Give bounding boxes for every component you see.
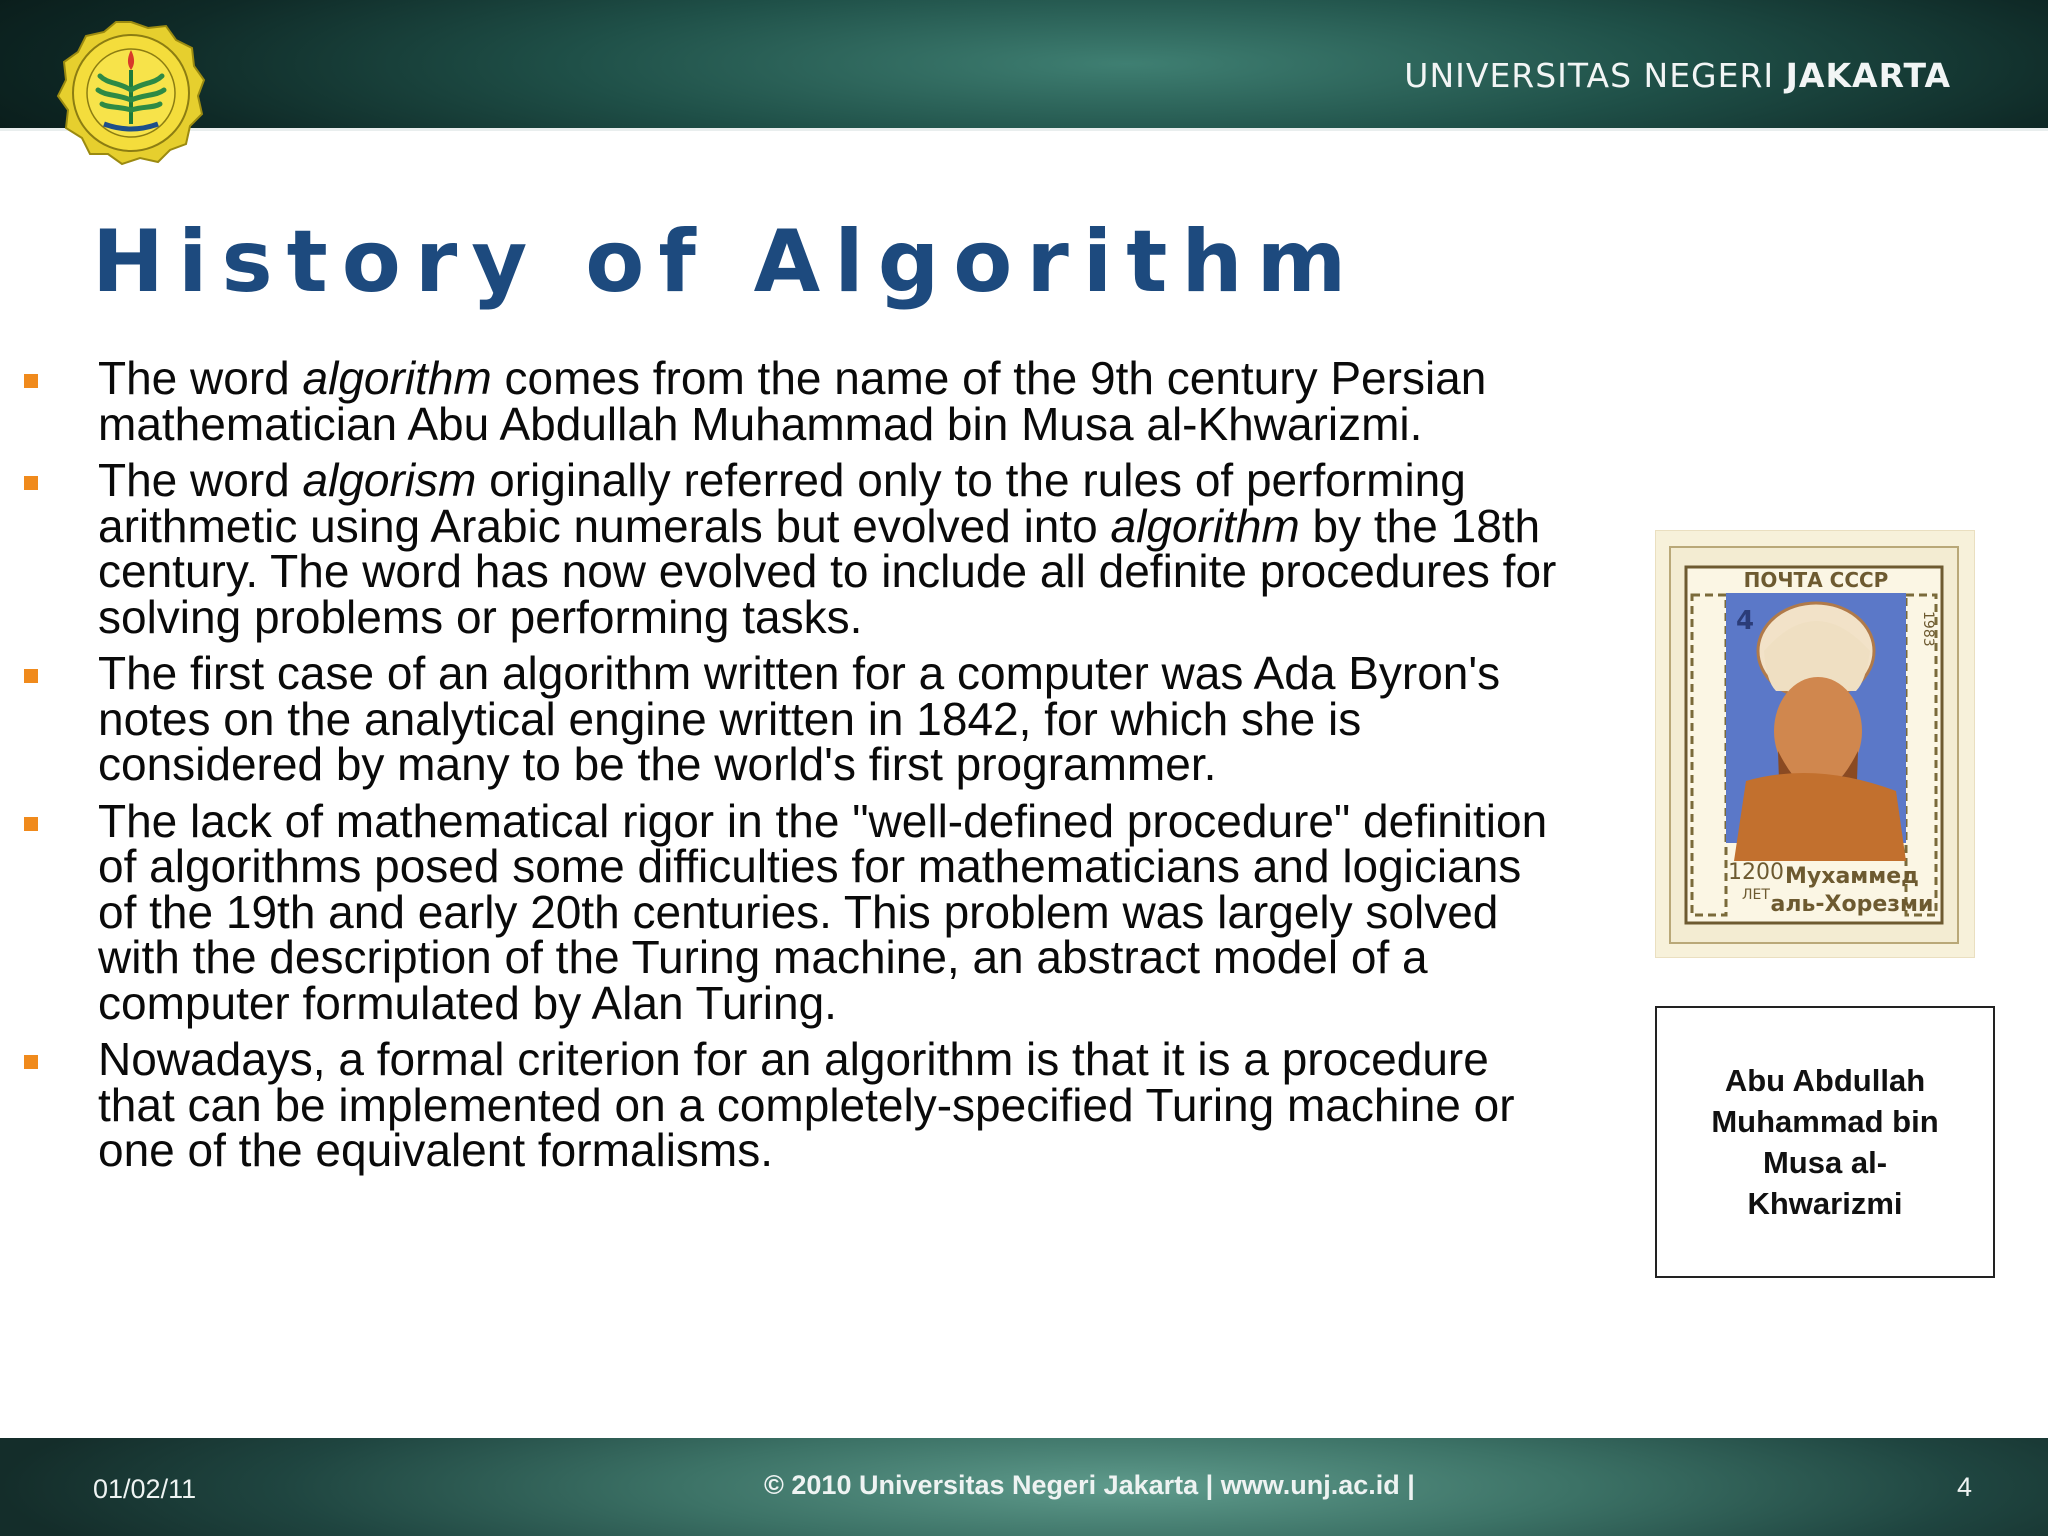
- bullet-list: [0, 352, 1560, 1185]
- footer-copyright: © 2010 Universitas Negeri Jakarta | www.unj.ac.id |: [764, 1470, 1415, 1500]
- bullet-text: The word: [98, 352, 303, 404]
- bullet-marker: [24, 374, 38, 388]
- footer-bar: [0, 1438, 2048, 1536]
- svg-text:1983: 1983: [1920, 611, 1936, 647]
- svg-text:ЛЕТ: ЛЕТ: [1742, 887, 1770, 903]
- bullet-marker: [24, 1055, 38, 1069]
- university-name: [1404, 56, 1951, 95]
- image-caption: Abu Abdullah Muhammad bin Musa al-Khwarizmi: [1711, 1063, 1939, 1221]
- bullet-text: Nowadays, a formal criterion for an algorithm is that it is a procedure that can be implemented on a completely-specified Turing machine or one of the equivalent formalisms.: [98, 1033, 1515, 1176]
- university-name-prefix: UNIVERSITAS NEGERI: [1404, 56, 1775, 95]
- list-item: [0, 454, 1560, 643]
- footer-date: 01/02/11: [93, 1474, 197, 1504]
- page-number: 4: [1957, 1472, 1973, 1502]
- svg-text:4: 4: [1736, 606, 1755, 636]
- svg-text:аль-Хорезми: аль-Хорезми: [1770, 892, 1934, 917]
- list-item: [0, 647, 1560, 790]
- stamp-text-anniversary: [1728, 860, 1784, 885]
- bullet-marker: [24, 669, 38, 683]
- header-bar: [0, 0, 2048, 131]
- bullet-text: The first case of an algorithm written for a computer was Ada Byron's notes on the analytical engine written in 1842, for which she is considered by many to be the world's first programmer.: [98, 647, 1501, 790]
- bullet-marker: [24, 817, 38, 831]
- university-name-bold: JAKARTA: [1785, 56, 1951, 95]
- list-item: [0, 352, 1560, 450]
- bullet-marker: [24, 476, 38, 490]
- bullet-text: The lack of mathematical rigor in the "well-defined procedure" definition of algorithms posed some difficulties for mathematicians and logicians of the 19th and early 20th centuries. This problem was largely solved with the description of the Turing machine, an abstract model of a computer formulated by Alan Turing.: [98, 794, 1548, 1029]
- stamp-text-year: [1920, 611, 1936, 647]
- list-item: [0, 794, 1560, 1029]
- bullet-text: by the 18th century. The word has now evolved to include all definite procedures for solving problems or performing tasks.: [98, 499, 1557, 643]
- stamp-text-anniversary-unit: [1742, 887, 1770, 903]
- stamp-image: [1655, 530, 1975, 958]
- bullet-text: The word: [98, 454, 303, 506]
- image-caption-box: [1655, 1006, 1995, 1278]
- bullet-italic-term: algorithm: [1110, 499, 1300, 552]
- stamp-text-top: [1744, 568, 1889, 592]
- bullet-italic-term: algorism: [302, 454, 477, 506]
- svg-text:Мухаммед: Мухаммед: [1785, 864, 1919, 889]
- bullet-italic-term: algorithm: [302, 352, 492, 404]
- stamp-text-name-1: [1785, 864, 1919, 889]
- svg-text:1200: 1200: [1728, 860, 1784, 885]
- slide-title: History of Algorithm: [92, 212, 1361, 312]
- svg-text:ПОЧТА СССР: ПОЧТА СССР: [1743, 568, 1889, 592]
- stamp-text-denomination: [1736, 606, 1754, 636]
- stamp-illustration: [1656, 531, 1974, 957]
- bullet-text: originally referred only to the rules of performing arithmetic using Arabic numerals but evolved into: [98, 454, 1466, 552]
- list-item: [0, 1033, 1560, 1176]
- university-logo: [56, 20, 206, 166]
- stamp-text-name-2: [1771, 892, 1934, 917]
- bullet-text: comes from the name of the 9th century Persian mathematician Abu Abdullah Muhammad bin Musa al-Khwarizmi.: [98, 352, 1487, 450]
